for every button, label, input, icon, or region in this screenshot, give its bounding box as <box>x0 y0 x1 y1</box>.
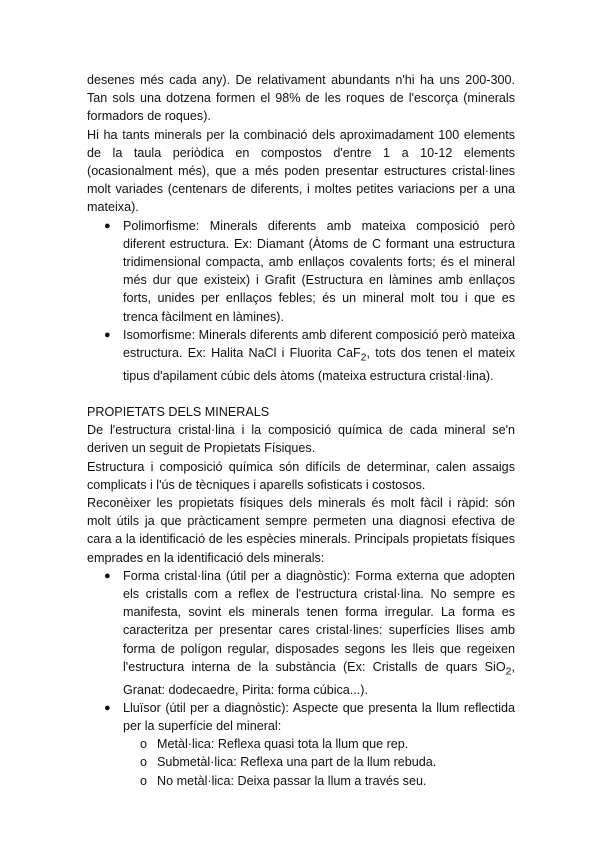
paragraph: De l'estructura cristal·lina i la composició química de cada mineral se'n deriven un seguit de Propietats Físiques. <box>87 423 515 456</box>
list-item <box>87 699 515 790</box>
sub-list-item <box>123 772 515 790</box>
list-item-text: Isomorfisme: Minerals diferents amb diferent composició però mateixa estructura. Ex: Halita NaCl i Fluorita CaF <box>123 327 515 361</box>
sub-bullet-icon: o <box>140 773 148 788</box>
bullet-list-properties <box>87 567 515 790</box>
sub-list-item <box>123 753 515 771</box>
sub-bullet-icon: o <box>140 755 148 770</box>
paragraph: Hi ha tants minerals per la combinació dels aproximadament 100 elements de la taula periòdica en compostos d'entre 1 a 10-12 elements (ocasionalment més), que a més poden presentar estructures cristal·lines molt variades (centenars de diferents, i moltes petites variacions per a una mateixa). <box>87 127 515 215</box>
list-item-text: Lluïsor (útil per a diagnòstic): Aspecte que presenta la llum reflectida per la superfície del mineral: <box>123 700 515 733</box>
paragraph: Estructura i composició química són difícils de determinar, calen assaigs complicats i l'ús de tècniques i aparells sofisticats i costosos. <box>87 459 515 492</box>
list-item-text: Polimorfisme: Minerals diferents amb mateixa composició però diferent estructura. Ex: Diamant (Àtoms de C formant una estructura tridimensional compacta, amb enllaços covalents forts; és el mineral més dur que existeix) i Grafit (Estructura en làmines amb enllaços forts, unides per enllaços febles; és un mineral molt tou i que es trenca fàcilment en làmines). <box>123 218 515 324</box>
paragraph: Reconèixer les propietats físiques dels minerals és molt fàcil i ràpid: són molt útils ja que pràcticament sempre permeten una diagnosi efectiva de cara a la identificació de les espècies minerals. Principals propietats físiques emprades en la identificació dels minerals: <box>87 495 515 565</box>
subscript: 2 <box>505 665 512 678</box>
bullet-icon: ● <box>104 569 111 582</box>
sub-list <box>123 735 515 790</box>
sub-list-item <box>123 735 515 753</box>
list-item-text: Forma cristal·lina (útil per a diagnòstic): Forma externa que adopten els cristalls com a reflex de l'estructura cristal·lina. No sempre es manifesta, sovint els minerals tenen forma irregular. La forma es caracteritza per presentar cares cristal·lines: superfícies llises amb forma de polígon regular, disposades segons les lleis que regeixen l'estructura interna de la substància (Ex: Cristalls de quars SiO <box>123 568 515 674</box>
sub-bullet-icon: o <box>140 737 148 752</box>
list-item <box>87 567 515 699</box>
section-heading: PROPIETATS DELS MINERALS <box>87 404 270 419</box>
list-item-text: , tots dos tenen el mateix tipus d'apilament cúbic dels àtoms (mateixa estructura cristal·lina). <box>123 346 515 383</box>
subscript: 2 <box>360 351 367 364</box>
sub-list-item-text: Metàl·lica: Reflexa quasi tota la llum que rep. <box>157 737 409 752</box>
sub-list-item-text: No metàl·lica: Deixa passar la llum a través seu. <box>157 773 427 788</box>
bullet-icon: ● <box>104 328 111 341</box>
sub-list-item-text: Submetàl·lica: Reflexa una part de la llum rebuda. <box>157 755 437 770</box>
bullet-list-structure <box>87 217 515 385</box>
blank-line <box>87 385 515 403</box>
paragraph: desenes més cada any). De relativament abundants n'hi ha uns 200-300. Tan sols una dotzena formen el 98% de les roques de l'escorça (minerals formadors de roques). <box>87 73 515 124</box>
list-item <box>87 326 515 385</box>
bullet-icon: ● <box>104 219 111 232</box>
page-content <box>87 71 515 790</box>
bullet-icon: ● <box>104 701 111 714</box>
list-item <box>87 217 515 326</box>
list-item-text: , Granat: dodecaedre, Pirita: forma cúbica...). <box>123 659 515 697</box>
